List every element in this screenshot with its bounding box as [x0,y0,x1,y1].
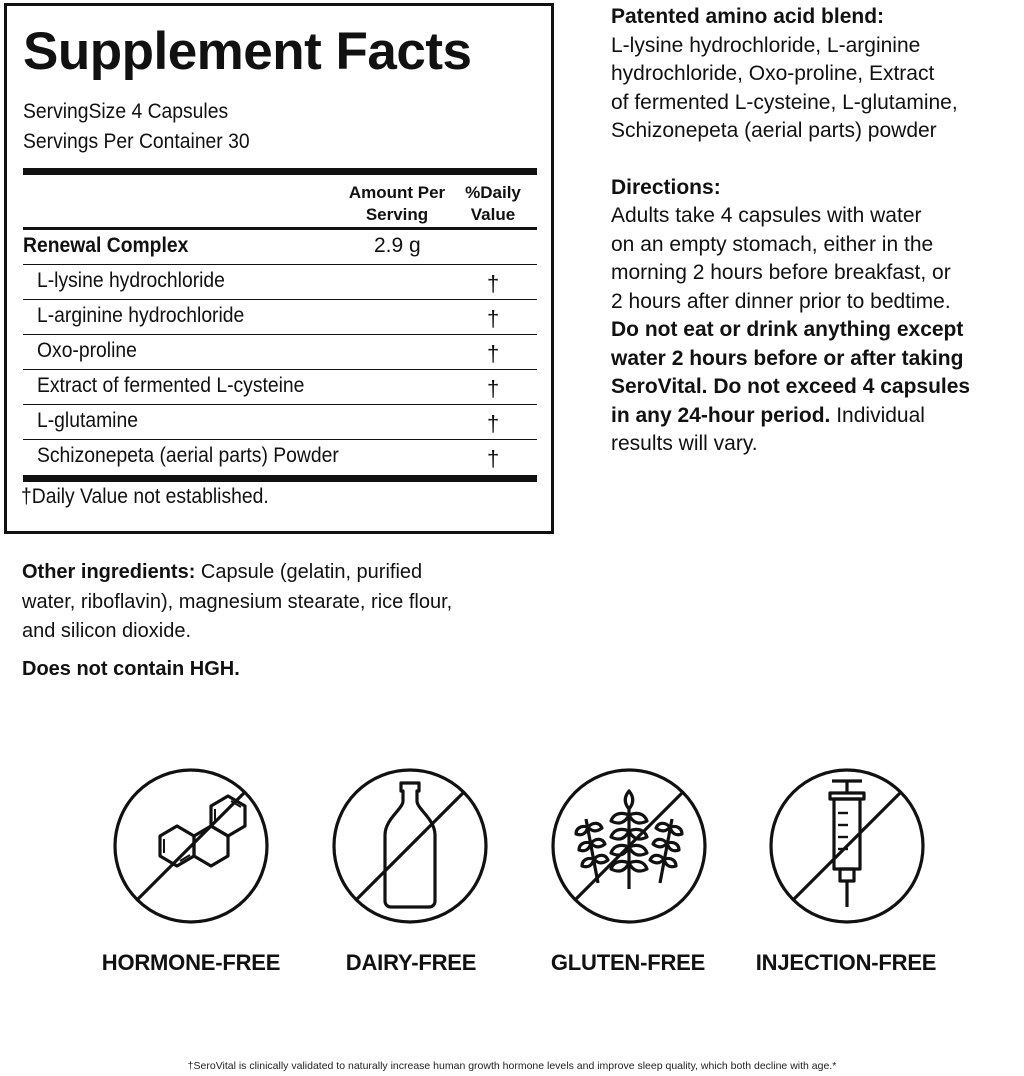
other-ingredients-text: Capsule (gelatin, purified [195,561,423,583]
directions-warning: water 2 hours before or after taking [611,346,964,370]
wheat-icon [550,767,708,925]
dagger-mark: † [487,446,500,471]
directions-mixed-line [611,402,1023,431]
dagger-mark: † [487,411,500,436]
syringe-icon [768,767,926,925]
milk-bottle-icon [331,767,489,925]
other-ingredients-text: and silicon dioxide. [22,620,191,642]
other-ingredients-text: water, riboflavin), magnesium stearate, rice flour, [22,590,453,613]
amount-per-serving-header: Amount Per Serving [348,183,446,224]
daily-value-header: %Daily Value [465,183,521,224]
directions-text: Individual [830,403,925,427]
directions-line: 2 hours after dinner prior to bedtime. [611,289,951,313]
daily-value-footnote: †Daily Value not established. [21,485,269,508]
complex-row [23,230,537,265]
blend-line: Schizonepeta (aerial parts) powder [611,119,937,142]
servings-per-container: Servings Per Container 30 [23,130,250,153]
ingredient-name: L-glutamine [37,409,138,432]
thick-divider [23,475,537,482]
dairy-free-label: DAIRY-FREE [345,950,477,975]
ingredient-name: Oxo-proline [37,339,137,362]
hormone-free-label: HORMONE-FREE [101,950,281,975]
other-ingredients [22,558,522,647]
injection-free-label: INJECTION-FREE [755,950,937,975]
blend-heading: Patented amino acid blend: [611,5,885,28]
column-header [23,175,537,227]
ingredient-row [23,405,537,440]
dagger-mark: † [487,341,500,366]
disclaimer: †SeroVital is clinically validated to naturally increase human growth hormone levels and improve sleep quality, which both decline with age.* [187,1060,837,1072]
complex-amount: 2.9 g [374,234,421,257]
dagger-mark: † [487,271,500,296]
directions-line: results will vary. [611,432,758,455]
serving-size: ServingSize 4 Capsules [23,100,229,123]
directions-line: on an empty stomach, either in the [611,232,934,256]
right-text-column [611,3,1023,459]
ingredient-row [23,265,537,300]
directions-warning: Do not eat or drink anything except [611,318,964,341]
supplement-facts-panel [4,3,554,534]
blend-line: of fermented L-cysteine, L-glutamine, [611,90,958,114]
directions-warning: in any 24-hour period. [611,403,831,427]
ingredient-row [23,440,537,475]
blend-line: L-lysine hydrochloride, L-arginine [611,33,921,57]
ingredient-row [23,370,537,405]
other-ingredients-label: Other ingredients: [22,561,196,583]
directions-line: morning 2 hours before breakfast, or [611,261,951,284]
dagger-mark: † [487,376,500,401]
directions-heading: Directions: [611,175,721,199]
ingredient-name: Extract of fermented L-cysteine [37,374,305,397]
blend-line: hydrochloride, Oxo-proline, Extract [611,62,935,85]
ingredient-name: Schizonepeta (aerial parts) Powder [37,444,339,467]
complex-name: Renewal Complex [23,234,189,257]
ingredient-row [23,300,537,335]
no-hgh-statement: Does not contain HGH. [22,658,240,680]
hormone-molecule-icon [112,767,270,925]
thick-divider [23,168,537,175]
facts-title: Supplement Facts [23,22,472,81]
directions-line: Adults take 4 capsules with water [611,204,922,227]
ingredient-name: L-arginine hydrochloride [37,304,245,327]
directions-warning: SeroVital. Do not exceed 4 capsules [611,375,971,398]
ingredient-row [23,335,537,370]
ingredient-name: L-lysine hydrochloride [37,269,225,292]
dagger-mark: † [487,306,500,331]
gluten-free-label: GLUTEN-FREE [550,950,706,975]
